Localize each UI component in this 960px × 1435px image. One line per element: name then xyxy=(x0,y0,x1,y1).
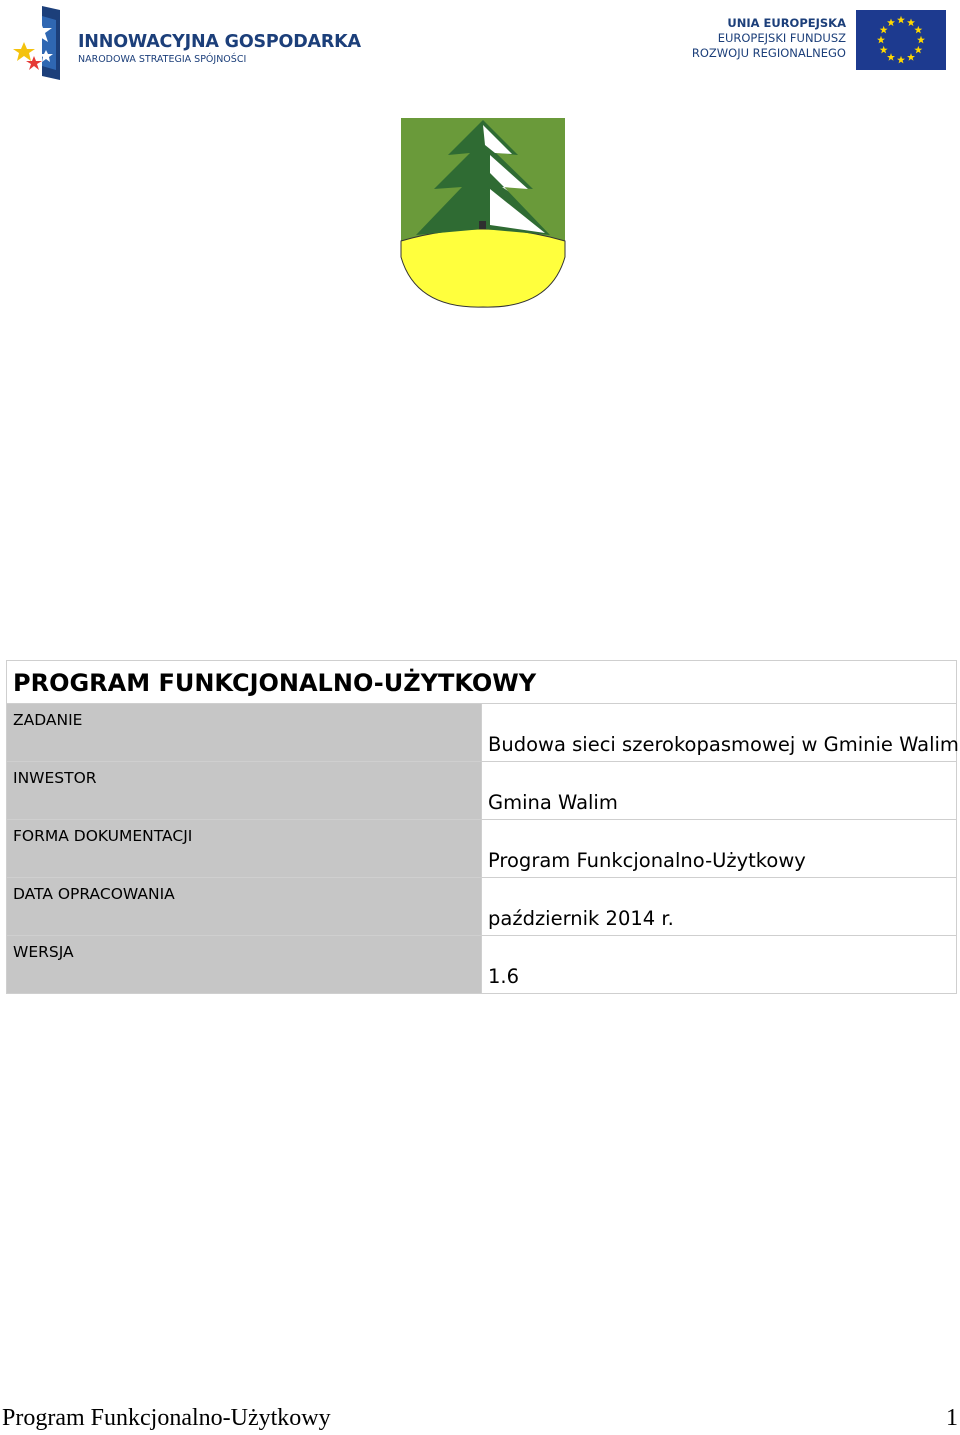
value-cell xyxy=(482,936,957,994)
row-label-wersja: WERSJA xyxy=(13,943,74,961)
row-value-wersja: 1.6 xyxy=(488,965,520,988)
eu-logo-line1: UNIA EUROPEJSKA xyxy=(727,16,846,30)
table-title-cell xyxy=(7,661,957,704)
row-label-forma: FORMA DOKUMENTACJI xyxy=(13,827,193,845)
innowacyjna-gospodarka-logo xyxy=(12,6,362,82)
footer-page-number: 1 xyxy=(946,1405,958,1431)
row-label-data: DATA OPRACOWANIA xyxy=(13,885,175,903)
logo-subtitle: NARODOWA STRATEGIA SPÓJNOŚCI xyxy=(78,54,247,65)
coat-of-arms-icon xyxy=(400,117,566,309)
eu-logo-line2: EUROPEJSKI FUNDUSZ xyxy=(717,31,846,45)
value-cell xyxy=(482,704,957,762)
value-cell xyxy=(482,762,957,820)
eu-logo-line3: ROZWOJU REGIONALNEGO xyxy=(691,46,846,60)
eu-flag-icon xyxy=(856,10,946,70)
table-row xyxy=(7,704,957,762)
row-label-inwestor: INWESTOR xyxy=(13,769,97,787)
document-title: PROGRAM FUNKCJONALNO-UŻYTKOWY xyxy=(13,669,537,697)
row-value-forma: Program Funkcjonalno-Użytkowy xyxy=(488,849,806,872)
logo-title: INNOWACYJNA GOSPODARKA xyxy=(78,32,361,52)
value-cell xyxy=(482,878,957,936)
value-cell xyxy=(482,820,957,878)
footer-document-name: Program Funkcjonalno-Użytkowy xyxy=(2,1405,331,1431)
row-value-data: październik 2014 r. xyxy=(488,907,674,930)
innowacyjna-gospodarka-logo-icon xyxy=(12,6,68,82)
label-cell xyxy=(7,762,482,820)
eu-logo-text xyxy=(692,16,846,61)
table-row xyxy=(7,762,957,820)
eu-logo xyxy=(690,8,950,72)
document-info-table xyxy=(6,660,957,994)
table-row xyxy=(7,936,957,994)
row-value-inwestor: Gmina Walim xyxy=(488,791,618,814)
row-label-zadanie: ZADANIE xyxy=(13,711,83,729)
label-cell xyxy=(7,704,482,762)
label-cell xyxy=(7,878,482,936)
table-row xyxy=(7,878,957,936)
label-cell xyxy=(7,820,482,878)
table-row xyxy=(7,820,957,878)
label-cell xyxy=(7,936,482,994)
row-value-zadanie: Budowa sieci szerokopasmowej w Gminie Walim xyxy=(488,733,959,756)
